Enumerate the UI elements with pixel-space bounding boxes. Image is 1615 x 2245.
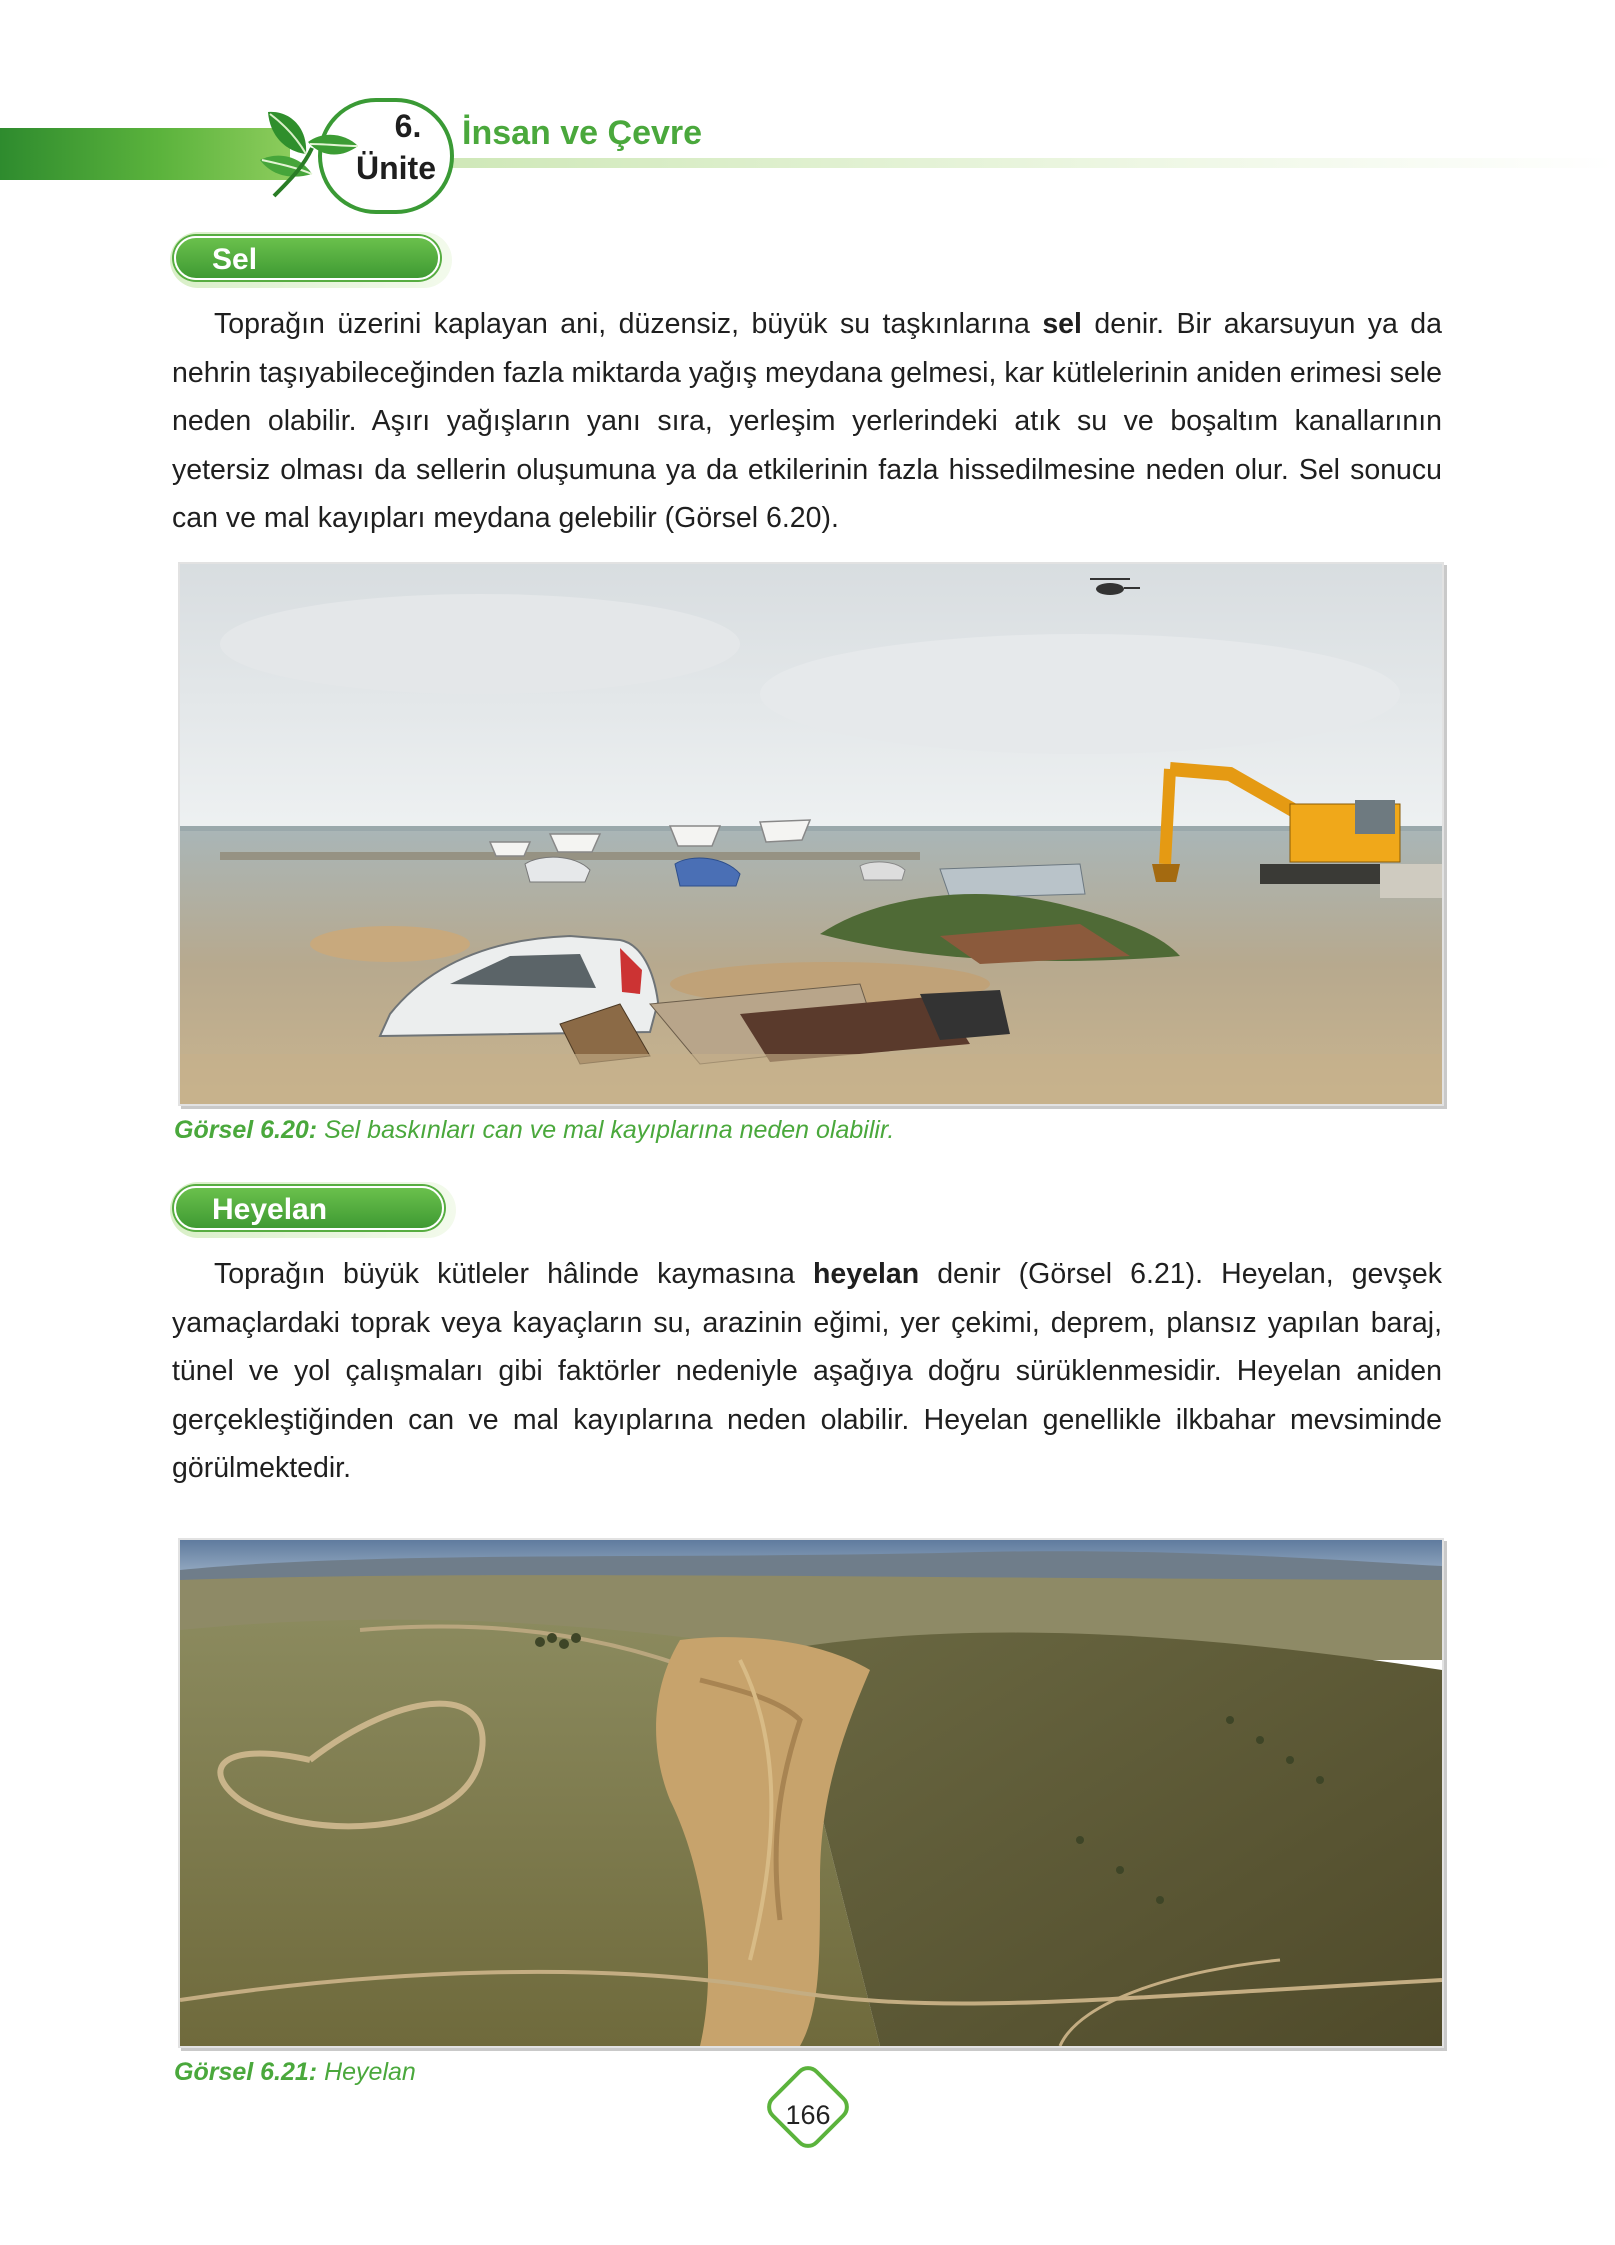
unit-title: İnsan ve Çevre xyxy=(462,114,703,152)
paragraph-heyelan xyxy=(172,1250,1442,1493)
landslide-photo xyxy=(178,1538,1444,2048)
paragraph-sel xyxy=(172,300,1442,543)
header-accent-bar xyxy=(0,128,290,180)
unit-word: Ünite xyxy=(356,150,436,186)
page-number: 166 xyxy=(785,2100,831,2130)
section-heading-sel xyxy=(170,232,452,288)
section-heading-heyelan xyxy=(170,1182,456,1238)
header-rule xyxy=(450,158,1615,168)
paragraph-text: Toprağın üzerini kaplayan ani, düzensiz, büyük su taşkınlarına xyxy=(214,308,1043,340)
flood-photo xyxy=(178,562,1444,1106)
figure-label: Görsel 6.20: xyxy=(174,1116,318,1144)
term-heyelan: heyelan xyxy=(812,1258,920,1290)
figure-label: Görsel 6.21: xyxy=(174,2058,318,2086)
figure-caption-heyelan xyxy=(174,2058,416,2087)
paragraph-text: denir (Görsel 6.21). Heyelan, gevşek yamaçlardaki toprak veya kayaçların su, arazinin eğimi, yer çekimi, deprem, plansız yapılan baraj, tünel ve yol çalışmaları gibi faktörler nedeniyle aşağıya doğru sürüklenmesidir. Heyelan aniden gerçekleştiğinden can ve mal kayıplarına neden olabilir. Heyelan genellikle ilkbahar mevsiminde görülmektedir. xyxy=(172,1258,1443,1484)
term-sel: sel xyxy=(1042,308,1082,340)
paragraph-text: denir. Bir akarsuyun ya da nehrin taşıyabileceğinden fazla miktarda yağış meydana gelmesi, kar kütlelerinin aniden erimesi sele neden olabilir. Aşırı yağışların yanı sıra, yerleşim yerlerindeki atık su ve boşaltım kanallarının yetersiz olması da sellerin oluşumuna ya da etkilerinin fazla hissedilmesine neden olur. Sel sonucu can ve mal kayıpları meydana gelebilir (Görsel 6.20). xyxy=(172,308,1442,534)
paragraph-text: Toprağın büyük kütleler hâlinde kaymasına xyxy=(214,1258,813,1290)
section-heading-label: Heyelan xyxy=(174,1186,444,1230)
figure-caption-text: Heyelan xyxy=(317,2058,416,2086)
unit-number: 6. xyxy=(394,108,422,144)
figure-caption-sel xyxy=(174,1116,894,1145)
section-heading-label: Sel xyxy=(174,236,440,280)
figure-caption-text: Sel baskınları can ve mal kayıplarına neden olabilir. xyxy=(317,1116,895,1144)
